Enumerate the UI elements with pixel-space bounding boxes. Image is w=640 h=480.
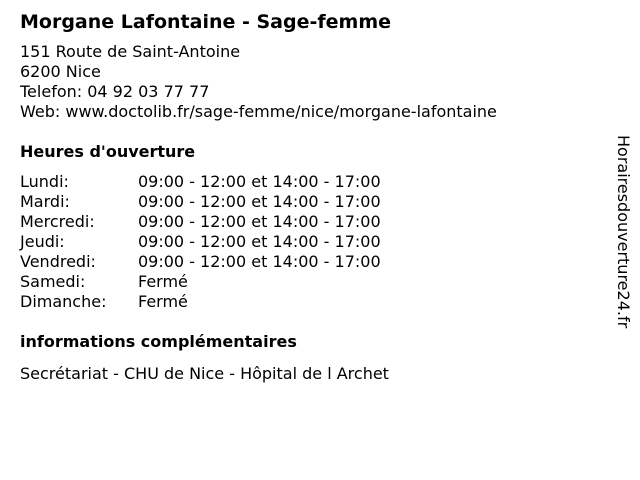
day-label: Lundi:	[20, 172, 69, 191]
phone-number: Telefon: 04 92 03 77 77	[20, 82, 210, 101]
day-hours: Fermé	[138, 292, 188, 311]
day-label: Mardi:	[20, 192, 70, 211]
extra-info-text: Secrétariat - CHU de Nice - Hôpital de l Archet	[20, 364, 389, 383]
address-line-2: 6200 Nice	[20, 62, 101, 81]
hours-heading: Heures d'ouverture	[20, 142, 196, 161]
business-card	[20, 10, 610, 384]
hours-row-tuesday	[20, 192, 610, 212]
day-label: Dimanche:	[20, 292, 107, 311]
day-hours: 09:00 - 12:00 et 14:00 - 17:00	[138, 212, 381, 231]
day-hours: Fermé	[138, 272, 188, 291]
site-watermark: Horairesdouverture24.fr	[614, 135, 633, 329]
hours-row-sunday	[20, 292, 610, 312]
day-label: Vendredi:	[20, 252, 96, 271]
day-label: Samedi:	[20, 272, 86, 291]
hours-table	[20, 172, 610, 312]
day-hours: 09:00 - 12:00 et 14:00 - 17:00	[138, 172, 381, 191]
website: Web: www.doctolib.fr/sage-femme/nice/morgane-lafontaine	[20, 102, 497, 121]
day-hours: 09:00 - 12:00 et 14:00 - 17:00	[138, 232, 381, 251]
page-title: Morgane Lafontaine - Sage-femme	[20, 11, 392, 33]
hours-row-saturday	[20, 272, 610, 292]
hours-row-friday	[20, 252, 610, 272]
hours-row-thursday	[20, 232, 610, 252]
day-label: Jeudi:	[20, 232, 65, 251]
day-label: Mercredi:	[20, 212, 95, 231]
address-line-1: 151 Route de Saint-Antoine	[20, 42, 241, 61]
hours-row-wednesday	[20, 212, 610, 232]
hours-row-monday	[20, 172, 610, 192]
extra-info-heading: informations complémentaires	[20, 332, 297, 351]
day-hours: 09:00 - 12:00 et 14:00 - 17:00	[138, 192, 381, 211]
day-hours: 09:00 - 12:00 et 14:00 - 17:00	[138, 252, 381, 271]
